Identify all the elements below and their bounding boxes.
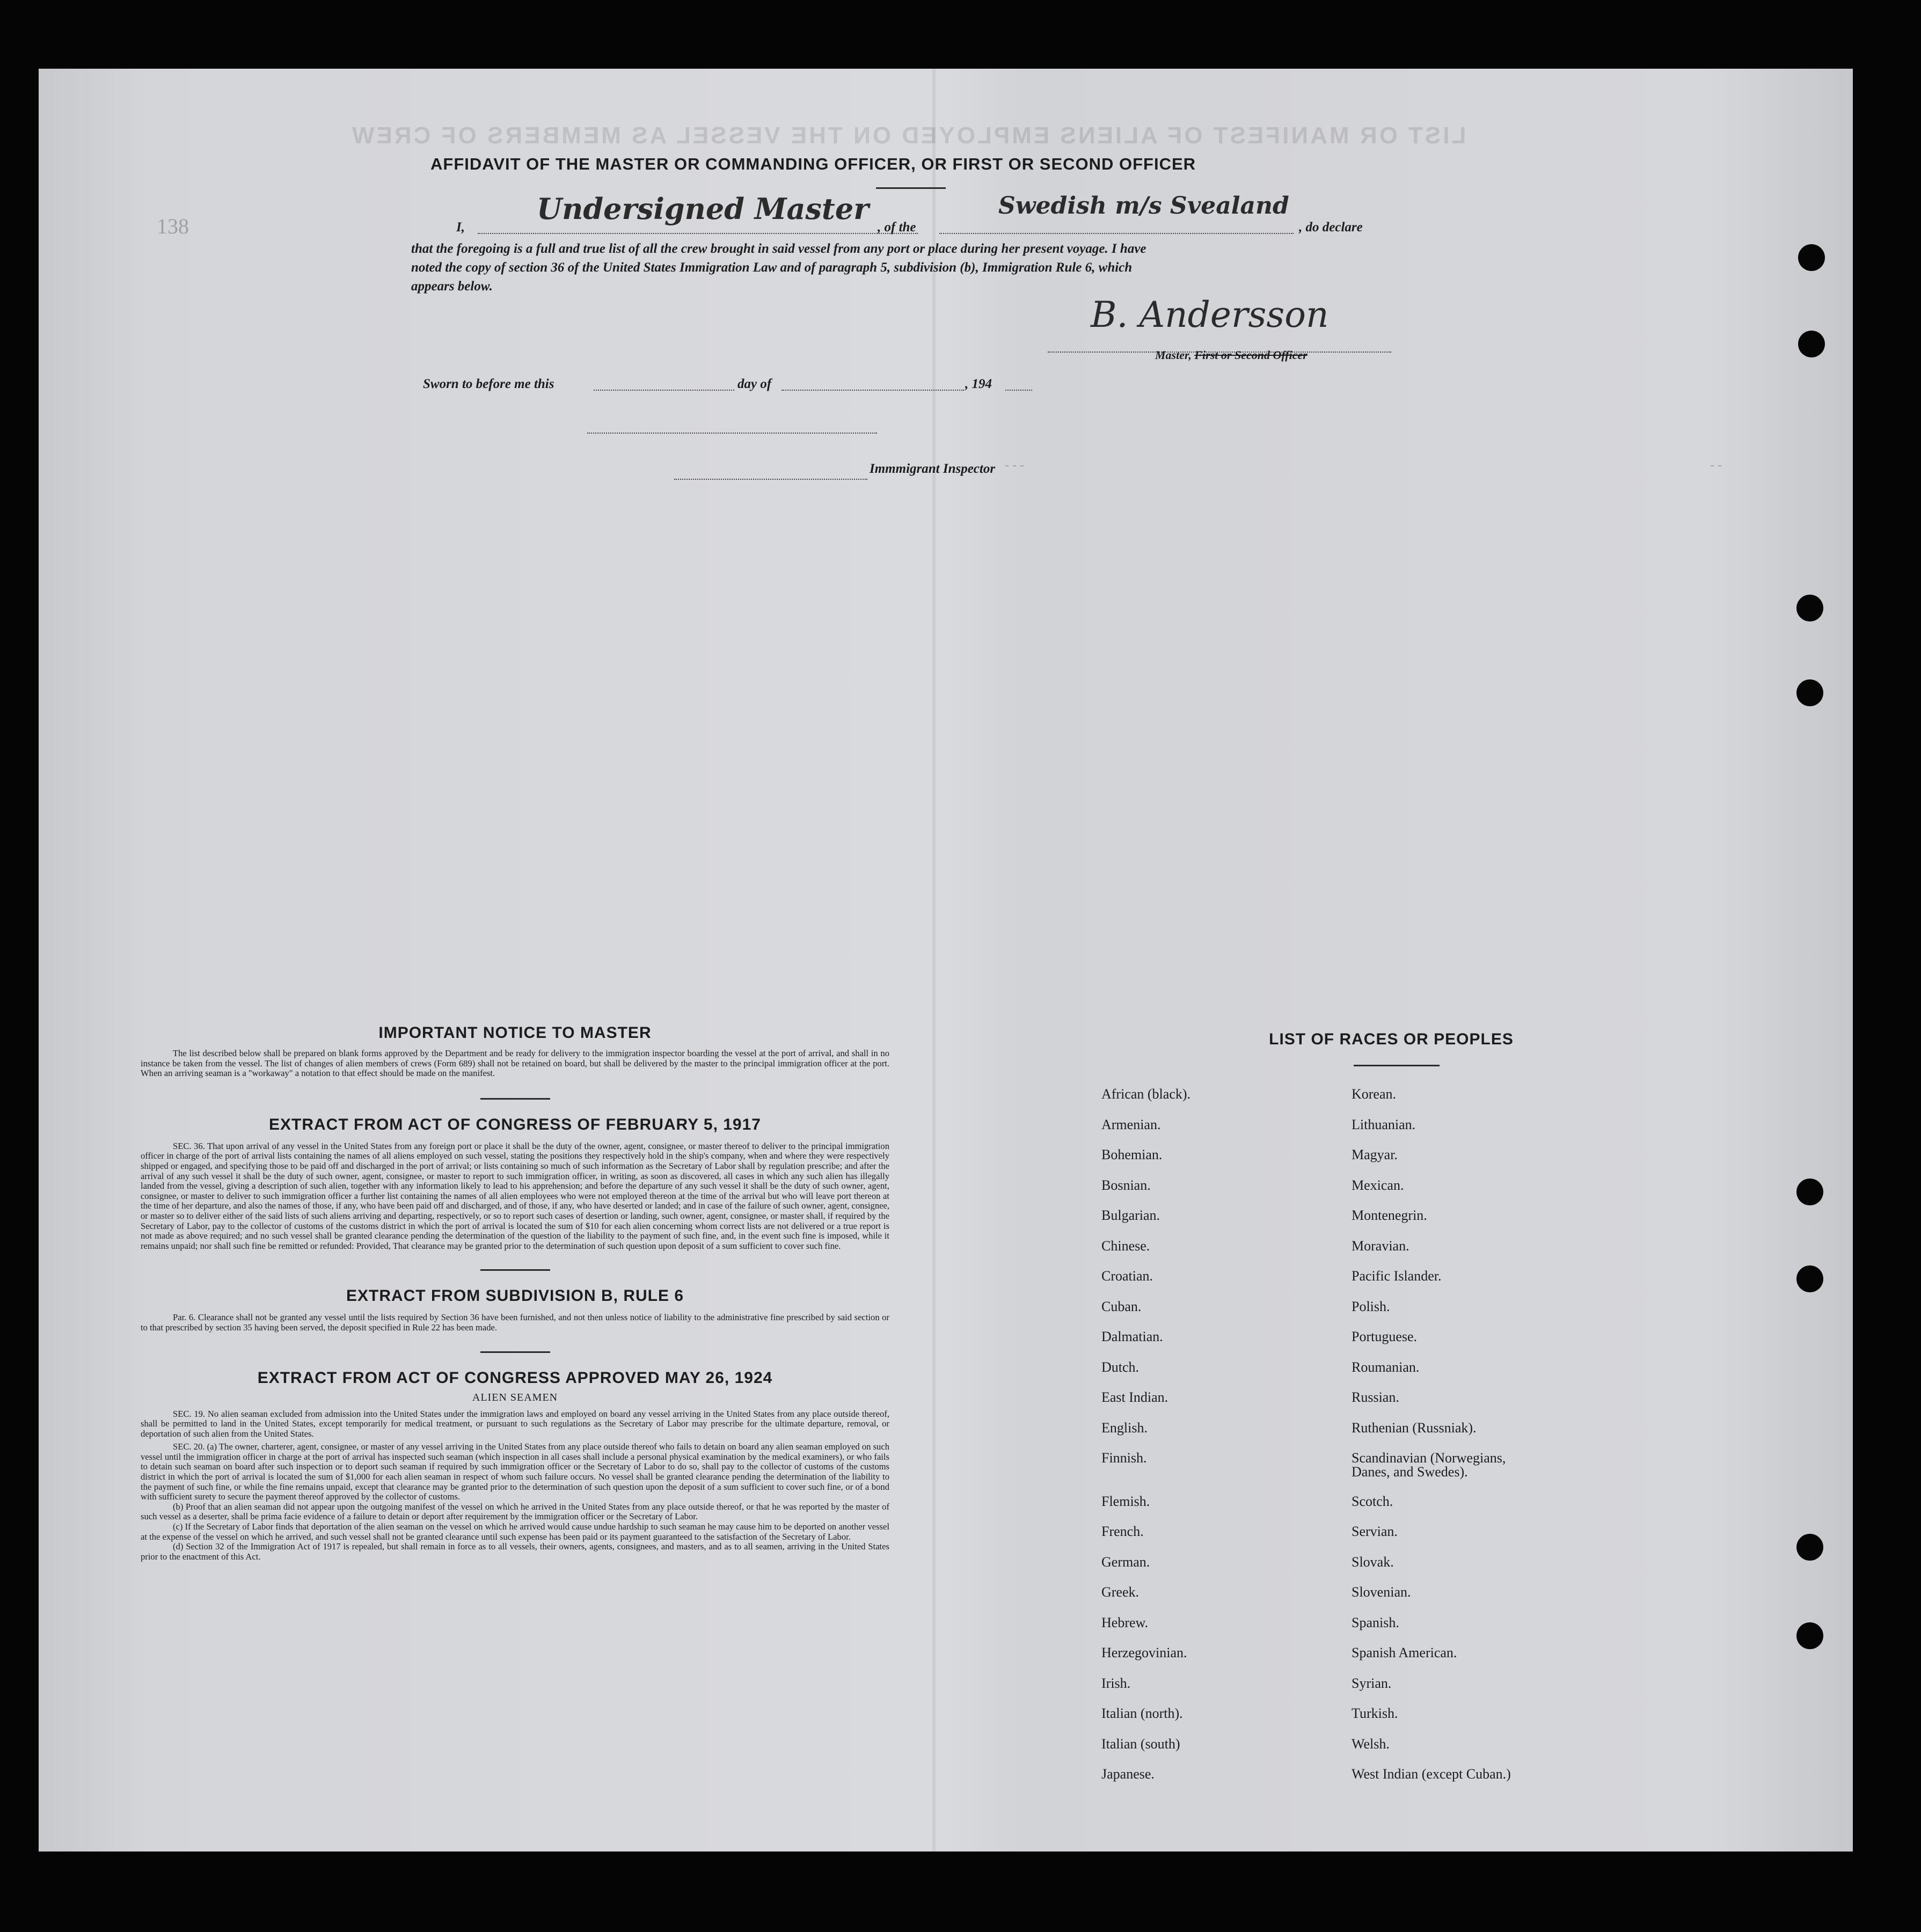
page-fold [932,69,936,1851]
declarant-line [478,233,918,234]
extract-1917-title: EXTRACT FROM ACT OF CONGRESS OF FEBRUARY 5, 1917 [269,1115,761,1133]
race-item: Armenian. [1101,1116,1161,1132]
sec36-paragraph: SEC. 36. That upon arrival of any vessel in the United States from any foreign port or place it shall be the duty of the owner, agent, consignee, or master thereof to deliver to the principal immigration officer in charge of the port of arrival lists containing the names of all aliens employed on such vessel, stating the positions they respectively hold in the ship's company, when and where they were respectively shipped or engaged, and specifying those to be paid off and discharged in the port of arrival; or lists containing so much of such information as the Secretary of Labor shall by regulation prescribe; and after the arrival of any such vessel it shall be the duty of such owner, agent, consignee, or master to report to such immigration officer, in writing, as soon as discovered, all cases in which any such alien has illegally landed from the vessel, giving a description of such alien, together with any information likely to lead to his apprehension; and before the departure of any such vessel it shall be the duty of such owner, agent, consignee, or master to deliver to such immigration officer a further list containing the names of all alien employees who were not employed thereon at the time of the arrival but who will leave port thereon at the time of her departure, and also the names of those, if any, who have been paid off and discharged, and of those, if any, who have deserted or landed; and in case of the failure of such owner, agent, consignee, or master so to deliver either of the said lists of such aliens arriving and departing, respectively, or so to report such cases of desertion or landing, such owner, agent, consignee, or master shall, if required by the Secretary of Labor, pay to the collector of customs of the customs district in which the port of arrival is located the sum of $10 for each alien concerning whom correct lists are not delivered or a true report is not made as above required; and no such vessel shall be granted clearance pending the determination of the question of the liability to the payment of such fine, and, in the event such fine is imposed, while it remains unpaid; nor shall such fine be remitted or refunded: Provided, That clearance may be granted prior to the determination of such question upon deposit of a sum sufficient to cover such fine. [141,1140,889,1251]
title-divider [876,187,946,189]
extract-rule6-text [141,1313,889,1333]
race-item: Servian. [1352,1524,1398,1539]
bleed-through-number: 138 [157,214,189,238]
race-item: Spanish American. [1352,1645,1457,1660]
race-item: Mexican. [1352,1177,1404,1193]
sec20d-paragraph: (d) Section 32 of the Immigration Act of 1917 is repealed, but shall remain in force as to all vessels, their owners, agents, consignees, and masters, and as to all seamen, arriving in the United States prior to the enactment of this Act. [141,1541,889,1562]
vessel-handwritten: Swedish m/s Svealand [998,192,1289,219]
race-item: Bosnian. [1101,1177,1151,1193]
race-item: Greek. [1101,1584,1140,1600]
race-item: Russian. [1352,1389,1399,1405]
race-item: Moravian. [1352,1238,1409,1254]
race-item: Scandinavian (Norwegians, Danes, and Swedes). [1352,1450,1506,1480]
punch-hole [1798,244,1825,271]
race-item: East Indian. [1101,1389,1168,1405]
notice-text [141,1049,889,1079]
affidavit-line2: that the foregoing is a full and true list of all the crew brought in said vessel from any port or place during her present voyage. I have [411,241,1146,256]
race-item: Scotch. [1352,1493,1393,1509]
affidavit-line3: noted the copy of section 36 of the United States Immigration Law and of paragraph 5, subdivision (b), Immigration Rule 6, which [411,260,1133,275]
race-item: Welsh. [1352,1736,1390,1752]
punch-hole [1796,1265,1823,1292]
affidavit-line1 [456,192,1390,239]
bleed-through-marks: - - - - - [1005,458,1722,472]
declarant-handwritten: Undersigned Master [537,192,869,226]
struck-officer-label: First or Second Officer [1194,348,1308,362]
inspector-name-line [674,479,867,480]
race-item: Hebrew. [1101,1614,1149,1630]
i-label: I, [456,220,465,235]
race-item: African (black). [1101,1086,1191,1102]
extract-1924-text [141,1409,889,1562]
sec20a-paragraph: SEC. 20. (a) The owner, charterer, agent, consignee, or master of any vessel arriving in the United States from any place outside thereof who fails to detain on board any alien seaman employed on such vessel until the immigration officer in charge at the port of arrival has inspected such seaman (which inspection in all cases shall include a personal physical examination by the medical examiners), or who fails to detain such seaman on board after such inspection or to deport such seaman if required by such immigration officer or the Secretary of Labor to do so, shall pay to the collector of customs of the customs district in which the port of arrival is located the sum of $1,000 for each alien seaman in respect of whom such failure occurs. No vessel shall be granted clearance pending the determination of the liability to the payment of such fine, or while the fine remains unpaid, except that clearance may be granted prior to the determination of such question upon the deposit of a sum sufficient to cover such fine, or of a bond with sufficient surety to secure the payment thereof approved by the collector of customs. [141,1441,889,1502]
race-item: Roumanian. [1352,1359,1420,1375]
race-item: Lithuanian. [1352,1116,1416,1132]
race-item: Magyar. [1352,1147,1398,1162]
notice-paragraph: The list described below shall be prepared on blank forms approved by the Department and be ready for delivery to the immigration inspector boarding the vessel at the port of arrival, and shall in no instance be taken from the vessel. The list of changes of alien members of crews (Form 689) shall not be retained on board, but shall be delivered by the master to the principal immigration officer at the port. When an arriving seaman is a "workaway" a notation to that effect should be made on the manifest. [141,1048,889,1079]
race-item: Montenegrin. [1352,1208,1427,1223]
extract-1924-title: EXTRACT FROM ACT OF CONGRESS APPROVED MAY 26, 1924 [257,1368,773,1387]
divider-3 [480,1351,550,1353]
day-of-label: day of [737,377,772,391]
vessel-line [939,233,1294,234]
sworn-line [423,375,1067,396]
divider-1 [480,1098,550,1100]
sworn-day-line [594,390,734,391]
inspector-signature-line [587,433,877,434]
notice-title: IMPORTANT NOTICE TO MASTER [378,1024,652,1042]
race-item: Italian (north). [1101,1706,1183,1721]
race-item: Slovenian. [1352,1584,1411,1600]
extract-1917-text [141,1141,889,1252]
race-item: Bulgarian. [1101,1208,1160,1223]
punch-hole [1796,1179,1823,1205]
punch-hole [1796,595,1823,621]
punch-hole [1798,331,1825,357]
race-item: French. [1101,1524,1144,1539]
race-item: Japanese. [1101,1766,1155,1782]
race-item: Slovak. [1352,1554,1394,1570]
inspector-label: Immmigrant Inspector [870,462,996,476]
race-item: Italian (south) [1101,1736,1180,1752]
race-item: Cuban. [1101,1298,1142,1314]
races-title: LIST OF RACES OR PEOPLES [1269,1030,1514,1048]
punch-hole [1796,1622,1823,1649]
master-label: Master, [1155,348,1192,362]
race-item: Chinese. [1101,1238,1150,1254]
race-item: Ruthenian (Russniak). [1352,1419,1477,1436]
bleed-through-heading: LIST OR MANIFEST OF ALIENS EMPLOYED ON THE VESSEL AS MEMBERS OF CREW [350,122,1466,149]
extract-rule6-title: EXTRACT FROM SUBDIVISION B, RULE 6 [346,1287,684,1305]
race-item: Spanish. [1352,1614,1399,1630]
race-item: Dalmatian. [1101,1329,1163,1344]
signature-caption [1155,346,1308,364]
par6-paragraph: Par. 6. Clearance shall not be granted any vessel until the lists required by Section 36 have been furnished, and not then unless notice of liability to the administrative fine prescribed by said section or to that prescribed by section 35 having been served, the deposit specified in Rule 22 has been made. [141,1312,889,1333]
race-item: Korean. [1352,1086,1397,1102]
race-item: Herzegovinian. [1101,1645,1187,1660]
race-item: Finnish. [1101,1450,1147,1466]
year-label: , 194 [965,377,992,391]
document-sheet [39,69,1853,1851]
of-the-label: , of the [878,220,916,235]
race-item: Turkish. [1352,1706,1398,1721]
sworn-label: Sworn to before me this [423,377,554,391]
race-item: Irish. [1101,1675,1131,1691]
punch-hole [1796,679,1823,706]
signature-handwritten: B. Andersson [1091,294,1329,335]
affidavit-title: AFFIDAVIT OF THE MASTER OR COMMANDING OFFICER, OR FIRST OR SECOND OFFICER [430,155,1196,173]
sec20c-paragraph: (c) If the Secretary of Labor finds that deportation of the alien seaman on the vessel on which he arrived would cause undue hardship to such seaman he may cause him to be deported on another vessel at the expense of the vessel on which he arrived, and such vessel shall not be granted clearance until such expense has been paid or its payment guaranteed to the satisfaction of the Secretary of Labor. [141,1521,889,1542]
legal-column [141,1024,889,1562]
sworn-year-line [1005,390,1032,391]
race-item: Croatian. [1101,1268,1153,1284]
declare-label: , do declare [1299,220,1363,235]
race-item: Bohemian. [1101,1147,1163,1162]
race-item: German. [1101,1554,1150,1570]
race-item: Pacific Islander. [1352,1268,1442,1284]
race-item: Flemish. [1101,1493,1150,1509]
sec20b-paragraph: (b) Proof that an alien seaman did not appear upon the outgoing manifest of the vessel on which he arrived in the United States from any place outside thereof, or that he was reported by the master of such vessel as a deserter, shall be prima facie evidence of a failure to detain or deport after requirement by the immigration officer or the Secretary of Labor. [141,1501,889,1522]
affidavit-line4: appears below. [411,279,493,294]
race-item: West Indian (except Cuban.) [1352,1766,1511,1782]
alien-seamen-subtitle: ALIEN SEAMEN [472,1391,558,1403]
race-item: Syrian. [1352,1675,1392,1691]
affidavit-body [411,239,1393,296]
punch-hole [1796,1534,1823,1561]
races-divider [1354,1065,1440,1066]
race-item: Dutch. [1101,1359,1140,1375]
divider-2 [480,1269,550,1271]
race-item: Polish. [1352,1298,1390,1314]
race-item: English. [1101,1419,1148,1436]
sworn-month-line [781,390,964,391]
sec19-paragraph: SEC. 19. No alien seaman excluded from admission into the United States under the immigration laws and employed on board any vessel arriving in the United States from any place outside thereof, shall be permitted to land in the United States, except temporarily for medical treatment, or pursuant to such regulations as the Secretary of Labor may prescribe for the ultimate departure, removal, or deportation of such alien from the United States. [141,1408,889,1439]
race-item: Portuguese. [1352,1329,1418,1344]
